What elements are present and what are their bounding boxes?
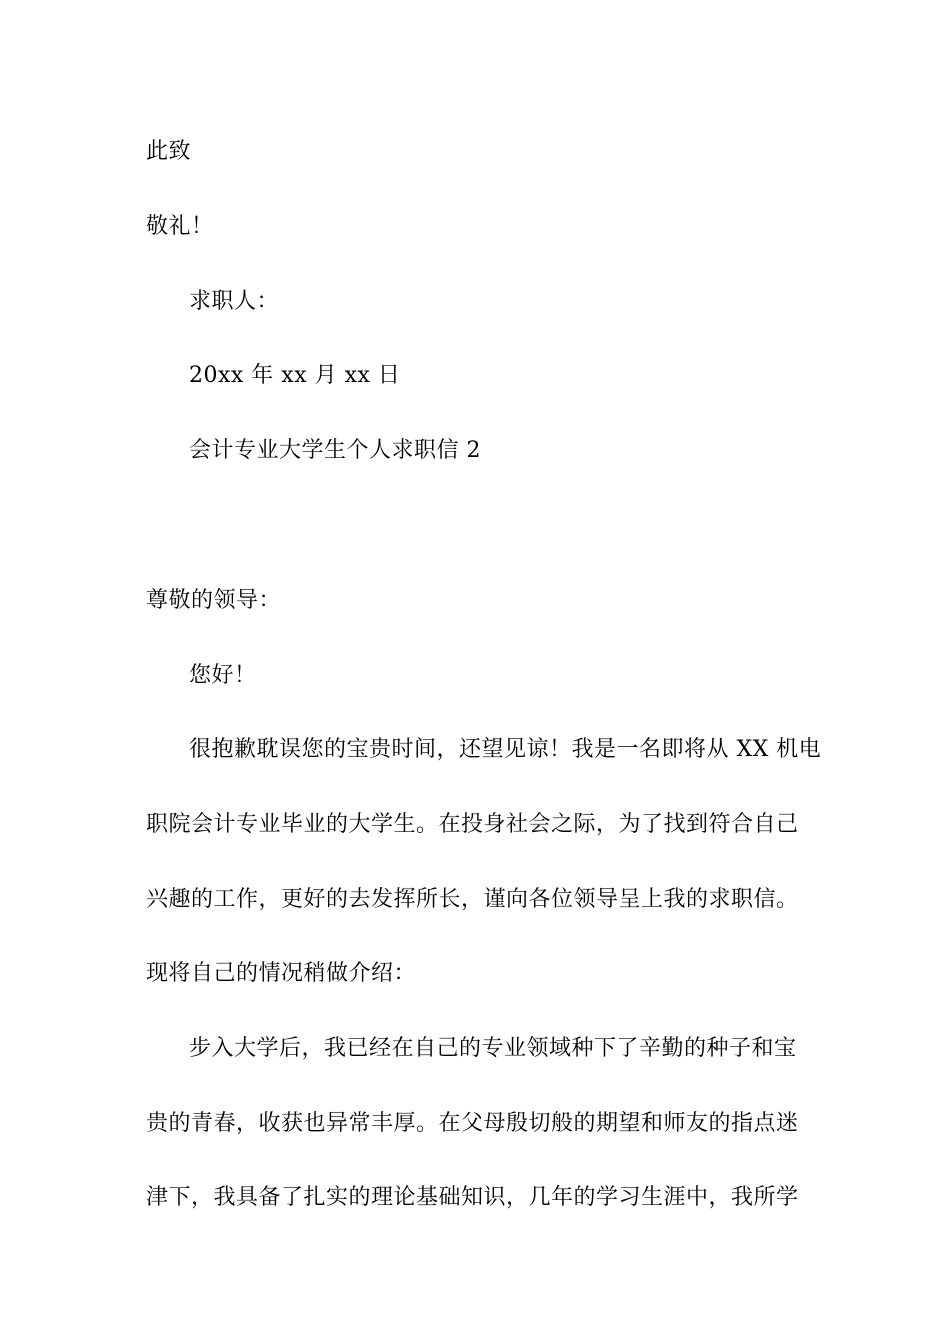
paragraph-2-line-2: 贵的青春，收获也异常丰厚。在父母殷切般的期望和师友的指点迷: [146, 1111, 799, 1136]
paragraph-1-line-3: 兴趣的工作，更好的去发挥所长，谨向各位领导呈上我的求职信。: [146, 887, 799, 912]
closing-salute-2: 敬礼！: [146, 214, 214, 239]
letter-title: 会计专业大学生个人求职信 2: [189, 438, 481, 463]
paragraph-1-line-2: 职院会计专业毕业的大学生。在投身社会之际，为了找到符合自己: [146, 812, 799, 837]
paragraph-1-line-1: 很抱歉耽误您的宝贵时间，还望见谅！我是一名即将从 XX 机电: [189, 737, 822, 762]
closing-salute-1: 此致: [146, 139, 192, 164]
letter-hello: 您好！: [189, 663, 257, 688]
paragraph-2-line-1: 步入大学后，我已经在自己的专业领域种下了辛勤的种子和宝: [189, 1036, 797, 1061]
signer-label: 求职人：: [189, 289, 280, 314]
letter-date: 20xx 年 xx 月 xx 日: [189, 363, 401, 388]
letter-greeting: 尊敬的领导：: [146, 588, 282, 613]
paragraph-2-line-3: 津下，我具备了扎实的理论基础知识，几年的学习生涯中，我所学: [146, 1185, 799, 1210]
paragraph-1-line-4: 现将自己的情况稍做介绍：: [146, 961, 417, 986]
